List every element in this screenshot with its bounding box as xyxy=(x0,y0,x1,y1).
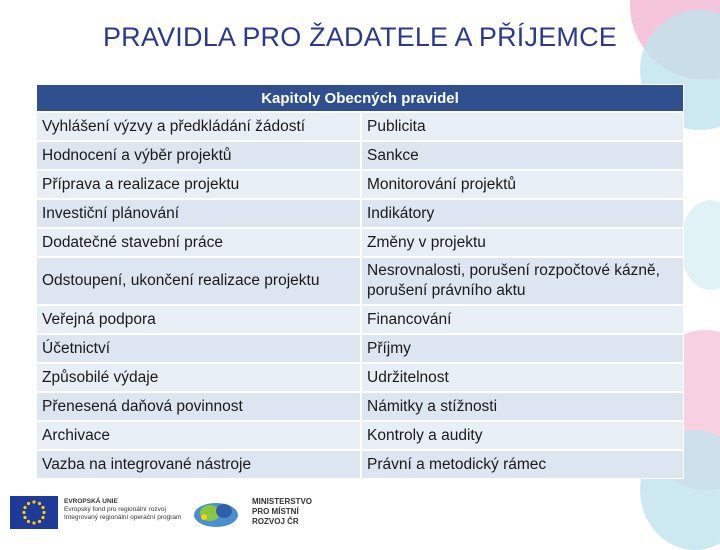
table-row xyxy=(36,334,684,363)
chapter-left: Vyhlášení výzvy a předkládání žádostí xyxy=(36,112,361,141)
chapter-left: Hodnocení a výběr projektů xyxy=(36,141,361,170)
table-row xyxy=(36,199,684,228)
chapter-left: Odstoupení, ukončení realizace projektu xyxy=(36,257,361,305)
chapter-right: Sankce xyxy=(361,141,684,170)
eu-flag-icon xyxy=(10,496,58,529)
table-row xyxy=(36,112,684,141)
chapter-left: Vazba na integrované nástroje xyxy=(36,450,361,479)
chapter-left: Účetnictví xyxy=(36,334,361,363)
chapter-right: Příjmy xyxy=(361,334,684,363)
table-row xyxy=(36,421,684,450)
chapter-left: Přenesená daňová povinnost xyxy=(36,392,361,421)
chapters-table xyxy=(36,84,684,479)
footer-logos xyxy=(0,490,720,540)
chapter-right: Kontroly a audity xyxy=(361,421,684,450)
table-row xyxy=(36,170,684,199)
table-row xyxy=(36,141,684,170)
ministry-line1: MINISTERSTVO xyxy=(252,497,313,506)
chapter-right: Právní a metodický rámec xyxy=(361,450,684,479)
table-row xyxy=(36,392,684,421)
eu-text xyxy=(64,498,184,522)
chapter-right: Publicita xyxy=(361,112,684,141)
ministry-text xyxy=(252,497,312,527)
chapter-left: Dodatečné stavební práce xyxy=(36,228,361,257)
table-body xyxy=(36,112,684,479)
chapter-left: Veřejná podpora xyxy=(36,305,361,334)
chapter-left: Příprava a realizace projektu xyxy=(36,170,361,199)
table-row xyxy=(36,257,684,305)
chapter-left: Investiční plánování xyxy=(36,199,361,228)
eu-line2: Evropský fond pro regionální rozvoj xyxy=(64,506,166,513)
eu-line3: Integrovaný regionální operační program xyxy=(64,514,182,521)
chapter-right: Námitky a stížnosti xyxy=(361,392,684,421)
chapter-right: Nesrovnalosti, porušení rozpočtové kázně, porušení právního aktu xyxy=(361,257,684,305)
table-row xyxy=(36,305,684,334)
page-title: PRAVIDLA PRO ŽADATELE A PŘÍJEMCE xyxy=(102,22,618,52)
eu-line1: EVROPSKÁ UNIE xyxy=(64,498,118,505)
decor-circle-cyan-mid xyxy=(680,200,720,290)
table-row xyxy=(36,450,684,479)
table-row xyxy=(36,363,684,392)
irop-logo-icon xyxy=(192,495,240,531)
chapter-right: Změny v projektu xyxy=(361,228,684,257)
ministry-line2: PRO MÍSTNÍ xyxy=(252,507,299,516)
chapter-left: Způsobilé výdaje xyxy=(36,363,361,392)
table-row xyxy=(36,228,684,257)
table-header: Kapitoly Obecných pravidel xyxy=(36,84,684,112)
chapter-right: Indikátory xyxy=(361,199,684,228)
chapter-right: Financování xyxy=(361,305,684,334)
chapter-right: Monitorování projektů xyxy=(361,170,684,199)
ministry-line3: ROZVOJ ČR xyxy=(252,517,299,526)
chapter-left: Archivace xyxy=(36,421,361,450)
chapter-right: Udržitelnost xyxy=(361,363,684,392)
